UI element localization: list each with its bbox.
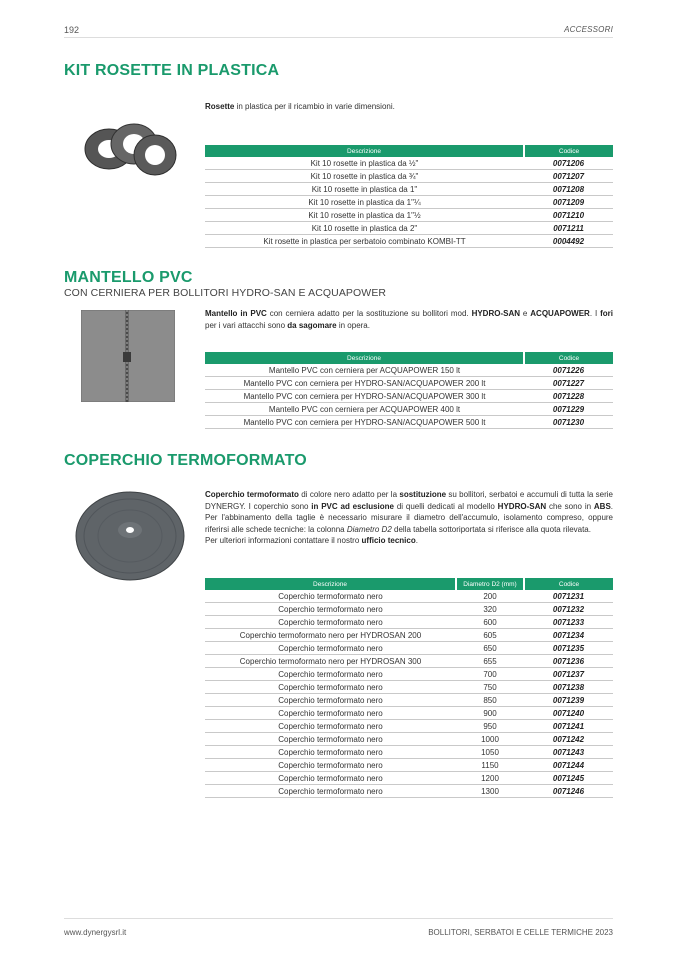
product-description: Coperchio termoformato nero — [205, 746, 456, 759]
product-code: 0071239 — [524, 694, 613, 707]
product-description: Kit 10 rosette in plastica da ¾" — [205, 170, 524, 183]
table-row — [205, 157, 613, 170]
table-row — [205, 416, 613, 429]
diameter-value: 900 — [456, 707, 524, 720]
category-label: ACCESSORI — [564, 25, 613, 34]
table-row — [205, 590, 613, 603]
coperchio-image — [74, 490, 186, 582]
footer-website[interactable]: www.dynergysrl.it — [64, 928, 127, 937]
product-description: Coperchio termoformato nero — [205, 759, 456, 772]
table-row — [205, 681, 613, 694]
product-description: Kit 10 rosette in plastica da 1"½ — [205, 209, 524, 222]
table-row — [205, 655, 613, 668]
product-code: 0071243 — [524, 746, 613, 759]
rosette-description: Rosette in plastica per il ricambio in varie dimensioni. — [205, 102, 395, 111]
product-description: Coperchio termoformato nero per HYDROSAN 300 — [205, 655, 456, 668]
product-description: Coperchio termoformato nero — [205, 707, 456, 720]
product-description: Mantello PVC con cerniera per ACQUAPOWER 150 lt — [205, 364, 524, 377]
product-code: 0071226 — [524, 364, 613, 377]
product-description: Coperchio termoformato nero per HYDROSAN 200 — [205, 629, 456, 642]
diameter-value: 655 — [456, 655, 524, 668]
product-description: Kit 10 rosette in plastica da 2" — [205, 222, 524, 235]
table-row — [205, 785, 613, 798]
product-code: 0071234 — [524, 629, 613, 642]
table-row — [205, 733, 613, 746]
product-code: 0071236 — [524, 655, 613, 668]
product-description: Coperchio termoformato nero — [205, 681, 456, 694]
product-code: 0071240 — [524, 707, 613, 720]
section-title-mantello: MANTELLO PVC — [64, 269, 193, 286]
table-header-cell: Diametro D2 (mm) — [456, 578, 524, 590]
table-row — [205, 759, 613, 772]
table-row — [205, 377, 613, 390]
table-row — [205, 772, 613, 785]
diameter-value: 1300 — [456, 785, 524, 798]
product-code: 0071230 — [524, 416, 613, 429]
rosette-table — [205, 145, 613, 248]
rosette-image — [82, 117, 178, 183]
section-subtitle-mantello: CON CERNIERA PER BOLLITORI HYDRO-SAN E ACQUAPOWER — [64, 287, 387, 299]
table-row — [205, 707, 613, 720]
table-header-row — [205, 145, 613, 157]
table-row — [205, 720, 613, 733]
table-row — [205, 390, 613, 403]
product-code: 0071244 — [524, 759, 613, 772]
table-header-cell: Descrizione — [205, 352, 524, 364]
footer-catalog-title: BOLLITORI, SERBATOI E CELLE TERMICHE 2023 — [428, 928, 613, 937]
product-code: 0071233 — [524, 616, 613, 629]
table-row — [205, 235, 613, 248]
product-code: 0071241 — [524, 720, 613, 733]
product-code: 0071235 — [524, 642, 613, 655]
table-header-row — [205, 578, 613, 590]
section-title-rosette: KIT ROSETTE IN PLASTICA — [64, 62, 280, 79]
product-code: 0071227 — [524, 377, 613, 390]
table-row — [205, 746, 613, 759]
product-code: 0071210 — [524, 209, 613, 222]
product-description: Kit rosette in plastica per serbatoio combinato KOMBI-TT — [205, 235, 524, 248]
product-code: 0071246 — [524, 785, 613, 798]
product-description: Coperchio termoformato nero — [205, 720, 456, 733]
product-description: Mantello PVC con cerniera per ACQUAPOWER 400 lt — [205, 403, 524, 416]
table-row — [205, 403, 613, 416]
product-code: 0071208 — [524, 183, 613, 196]
table-row — [205, 364, 613, 377]
table-header-cell: Codice — [524, 352, 613, 364]
diameter-value: 1050 — [456, 746, 524, 759]
product-description: Mantello PVC con cerniera per HYDRO-SAN/ACQUAPOWER 200 lt — [205, 377, 524, 390]
diameter-value: 1150 — [456, 759, 524, 772]
table-row — [205, 170, 613, 183]
coperchio-description: Coperchio termoformato di colore nero adatto per la sostituzione su bollitori, serbatoi e accumuli di tutta la serie DYNERGY. I coperchio sono in PVC ad esclusione di quelli dedicati al modello HYDRO-SAN che sono in ABS. Per l'abbinamento della taglie è necessario misurare il diametro dell'accumulo, isolamento compreso, oppure riferirsi alle schede tecniche: la colonna Diametro D2 della tabella sottoriportata si riferisce alla quota rilevata. Per ulteriori informazioni contattare il nostro ufficio tecnico. — [205, 490, 614, 545]
footer-divider — [64, 918, 613, 919]
coperchio-table — [205, 578, 613, 798]
product-code: 0071245 — [524, 772, 613, 785]
product-code: 0004492 — [524, 235, 613, 248]
table-header-cell: Descrizione — [205, 578, 456, 590]
diameter-value: 320 — [456, 603, 524, 616]
table-row — [205, 694, 613, 707]
product-code: 0071229 — [524, 403, 613, 416]
product-description: Kit 10 rosette in plastica da ½" — [205, 157, 524, 170]
product-description: Coperchio termoformato nero — [205, 616, 456, 629]
table-header-cell: Codice — [524, 145, 613, 157]
product-description: Coperchio termoformato nero — [205, 733, 456, 746]
table-row — [205, 642, 613, 655]
table-row — [205, 616, 613, 629]
diameter-value: 605 — [456, 629, 524, 642]
table-row — [205, 629, 613, 642]
table-row — [205, 196, 613, 209]
product-code: 0071231 — [524, 590, 613, 603]
table-row — [205, 209, 613, 222]
product-description: Kit 10 rosette in plastica da 1" — [205, 183, 524, 196]
diameter-value: 600 — [456, 616, 524, 629]
diameter-value: 1000 — [456, 733, 524, 746]
product-code: 0071238 — [524, 681, 613, 694]
product-description: Coperchio termoformato nero — [205, 642, 456, 655]
table-row — [205, 183, 613, 196]
product-description: Kit 10 rosette in plastica da 1"¼ — [205, 196, 524, 209]
product-description: Mantello PVC con cerniera per HYDRO-SAN/ACQUAPOWER 300 lt — [205, 390, 524, 403]
diameter-value: 1200 — [456, 772, 524, 785]
table-header-cell: Codice — [524, 578, 613, 590]
table-row — [205, 222, 613, 235]
product-code: 0071206 — [524, 157, 613, 170]
product-code: 0071228 — [524, 390, 613, 403]
table-row — [205, 668, 613, 681]
product-code: 0071232 — [524, 603, 613, 616]
diameter-value: 700 — [456, 668, 524, 681]
table-header-cell: Descrizione — [205, 145, 524, 157]
mantello-description: Mantello in PVC con cerniera adatto per la sostituzione su bollitori mod. HYDRO-SAN e ACQUAPOWER. I fori per i vari attacchi sono da sagomare in opera. — [205, 309, 613, 330]
diameter-value: 750 — [456, 681, 524, 694]
table-row — [205, 603, 613, 616]
diameter-value: 950 — [456, 720, 524, 733]
product-description: Coperchio termoformato nero — [205, 772, 456, 785]
product-code: 0071209 — [524, 196, 613, 209]
section-title-coperchio: COPERCHIO TERMOFORMATO — [64, 452, 307, 469]
product-description: Coperchio termoformato nero — [205, 694, 456, 707]
product-description: Coperchio termoformato nero — [205, 590, 456, 603]
diameter-value: 200 — [456, 590, 524, 603]
product-code: 0071237 — [524, 668, 613, 681]
product-code: 0071207 — [524, 170, 613, 183]
product-code: 0071211 — [524, 222, 613, 235]
diameter-value: 850 — [456, 694, 524, 707]
mantello-image — [81, 310, 175, 402]
header-divider — [64, 37, 613, 38]
product-description: Coperchio termoformato nero — [205, 603, 456, 616]
mantello-table — [205, 352, 613, 429]
table-header-row — [205, 352, 613, 364]
product-description: Coperchio termoformato nero — [205, 785, 456, 798]
product-code: 0071242 — [524, 733, 613, 746]
page-number: 192 — [64, 25, 80, 35]
product-description: Coperchio termoformato nero — [205, 668, 456, 681]
product-description: Mantello PVC con cerniera per HYDRO-SAN/ACQUAPOWER 500 lt — [205, 416, 524, 429]
diameter-value: 650 — [456, 642, 524, 655]
